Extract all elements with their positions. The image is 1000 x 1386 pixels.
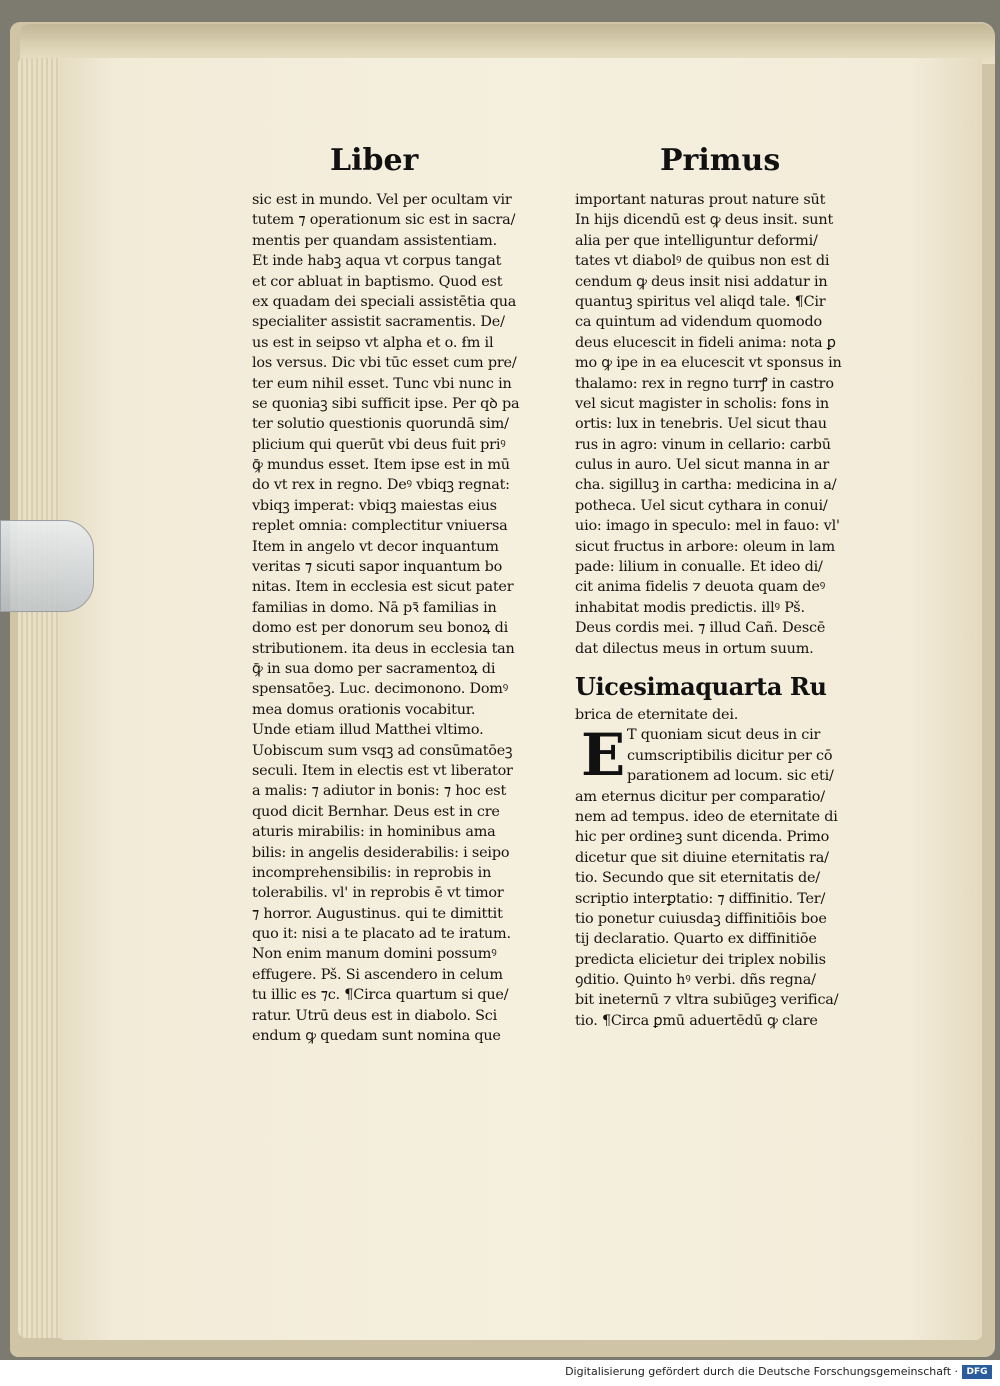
text-line: tio. Secundo que sit eternitatis de/: [575, 870, 820, 887]
text-line: cendum ꝙ deus insit nisi addatur in: [575, 273, 828, 290]
text-line: et cor abluat in baptismo. Quod est: [252, 273, 503, 290]
text-line: do vt rex in regno. Deꝰ vbiqꝫ regnat:: [252, 477, 510, 494]
text-line: nitas. Item in ecclesia est sicut pater: [252, 579, 514, 596]
text-line: tolerabilis. vl' in reprobis ē vt timor: [252, 885, 504, 902]
text-line: ratur. Utrū deus est in diabolo. Sci: [252, 1007, 498, 1024]
text-line: domo est per donorum seu bonoꝝ di: [252, 620, 509, 637]
rubric-heading: Uicesimaquarta Ru: [575, 671, 827, 701]
text-line: incomprehensibilis: in reprobis in: [252, 864, 492, 881]
text-line: mo ꝙ ipe in ea elucescit vt sponsus in: [575, 355, 842, 372]
text-line: culus in auro. Uel sicut manna in ar: [575, 457, 830, 474]
text-line: bit ineternū ⁊ vltra subiūgeꝫ verifica/: [575, 992, 839, 1009]
right-text-column: [575, 190, 885, 1031]
text-line: Deus cordis mei. ⁊ illud Cañ. Descē: [575, 620, 826, 637]
text-line: tates vt diabolꝰ de quibus non est di: [575, 253, 830, 270]
text-line: bilis: in angelis desiderabilis: i seipo: [252, 844, 510, 861]
running-head-left: Liber: [330, 143, 419, 178]
text-line: vel sicut magister in scholis: fons in: [575, 395, 829, 412]
text-line: mea domus orationis vocabitur.: [252, 701, 476, 718]
text-line: ter solutio questionis quorundā sim/: [252, 416, 509, 433]
text-line: mentis per quandam assistentiam.: [252, 232, 497, 249]
text-line: ter eum nihil esset. Tunc vbi nunc in: [252, 375, 512, 392]
text-line: sicut fructus in arbore: oleum in lam: [575, 538, 835, 555]
rubric-subheading: brica de eternitate dei.: [575, 706, 739, 723]
text-line: parationem ad locum. sic eti/: [627, 768, 834, 785]
text-line: thalamo: rex in regno turrꝭ in castro: [575, 375, 834, 392]
text-line: cit anima fidelis ⁊ deuota quam deꝰ: [575, 579, 825, 596]
text-line: specialiter assistit sacramentis. De/: [252, 314, 505, 331]
text-line: Item in angelo vt decor inquantum: [252, 538, 499, 555]
text-line: se quoniaꝫ sibi sufficit ipse. Per qꝺ pa: [252, 395, 520, 412]
text-line: Uobiscum sum vsqꝫ ad consūmatōeꝫ: [252, 742, 513, 759]
text-line: am eternus dicitur per comparatio/: [575, 788, 825, 805]
text-line: Non enim manum domini possumꝰ: [252, 946, 497, 963]
initial-capital: E: [580, 721, 625, 790]
text-line: a malis: ⁊ adiutor in bonis: ⁊ hoc est: [252, 783, 507, 800]
text-line: ortis: lux in tenebris. Uel sicut thau: [575, 416, 827, 433]
text-line: tio. ¶Circa ꝑmū aduertēdū ꝙ clare: [575, 1012, 818, 1029]
text-line: effugere. Pš. Si ascendero in celum: [252, 966, 503, 983]
text-line: T quoniam sicut deus in cir: [627, 727, 821, 744]
text-line: spensatōeꝫ. Luc. decimonono. Domꝰ: [252, 681, 509, 698]
digitization-footer: [0, 1360, 1000, 1386]
text-line: endum ꝙ quedam sunt nomina que: [252, 1028, 501, 1045]
text-line: In hijs dicendū est ꝙ deus insit. sunt: [575, 212, 834, 229]
text-line: sic est in mundo. Vel per ocultam vir: [252, 192, 512, 208]
text-line: ca quintum ad videndum quomodo: [575, 314, 822, 331]
text-line: uio: imago in speculo: mel in fauo: vl': [575, 518, 840, 535]
text-line: cumscriptibilis dicitur per cō: [627, 747, 833, 764]
text-line: plicium qui querūt vbi deus fuit priꝰ: [252, 436, 506, 453]
text-line: quantuꝫ spiritus vel aliqd tale. ¶Cir: [575, 293, 826, 310]
text-line: Et inde habꝫ aqua vt corpus tangat: [252, 253, 502, 270]
text-line: inhabitat modis predictis. illꝰ Pš.: [575, 599, 805, 616]
text-line: alia per que intelliguntur deformi/: [575, 232, 818, 249]
text-line: replet omnia: complectitur vniuersa: [252, 518, 508, 535]
text-line: tutem ⁊ operationum sic est in sacra/: [252, 212, 516, 229]
text-line: tij declaratio. Quarto ex diffinitiōe: [575, 931, 817, 948]
text-line: scriptio interꝑtatio: ⁊ diffinitio. Ter/: [575, 890, 826, 907]
text-line: los versus. Dic vbi tūc esset cum pre/: [252, 355, 517, 372]
text-line: cha. sigilluꝫ in cartha: medicina in a/: [575, 477, 837, 494]
text-line: ꝙ̄ in sua domo per sacramentoꝝ di: [252, 660, 496, 677]
text-line: pade: lilium in conualle. Et ideo di/: [575, 559, 823, 576]
text-line: us est in seipso vt alpha et o. ẜm il: [252, 334, 494, 351]
text-line: seculi. Item in electis est vt liberator: [252, 762, 513, 779]
left-text-column: [252, 190, 564, 1046]
footer-credit: Digitalisierung gefördert durch die Deutsche Forschungsgemeinschaft ·: [565, 1365, 958, 1378]
text-line: predicta elicietur dei triplex nobilis: [575, 951, 826, 968]
text-line: potheca. Uel sicut cythara in conui/: [575, 497, 828, 514]
dfg-logo: DFG: [962, 1365, 992, 1379]
chapter-opening-paragraph: [575, 721, 885, 1031]
text-line: aturis mirabilis: in hominibus ama: [252, 824, 496, 841]
text-line: dat dilectus meus in ortum suum.: [575, 640, 814, 657]
page-clip: [0, 520, 94, 612]
text-line: Unde etiam illud Matthei vltimo.: [252, 722, 484, 739]
text-line: hic per ordineꝫ sunt dicenda. Primo: [575, 829, 830, 846]
text-line: ex quadam dei speciali assistētia qua: [252, 293, 517, 310]
text-line: familias in domo. Nā pꝛ̄ familias in: [252, 599, 497, 616]
text-line: veritas ⁊ sicuti sapor inquantum bo: [252, 559, 503, 576]
text-line: ꝯditio. Quinto hꝰ verbi. dñs regna/: [575, 972, 816, 989]
text-line: quod dicit Bernhar. Deus est in cre: [252, 803, 500, 820]
text-line: quo it: nisi a te placato ad te iratum.: [252, 926, 511, 943]
text-line: deus elucescit in fideli anima: nota ꝑ: [575, 334, 836, 351]
text-line: ꝙ̄ mundus esset. Item ipse est in mū: [252, 457, 510, 474]
running-head-right: Primus: [660, 143, 781, 178]
text-line: tio ponetur cuiusdaꝫ diffinitiōis boe: [575, 910, 827, 927]
text-line: nem ad tempus. ideo de eternitate di: [575, 808, 838, 825]
text-line: stributionem. ita deus in ecclesia tan: [252, 640, 515, 657]
text-line: tu illic es ⁊c. ¶Circa quartum si que/: [252, 987, 509, 1004]
text-line: vbiqꝫ imperat: vbiqꝫ maiestas eius: [252, 497, 497, 514]
text-line: ⁊ horror. Augustinus. qui te dimittit: [252, 905, 503, 922]
text-line: rus in agro: vinum in cellario: carbū: [575, 436, 831, 453]
text-line: dicetur que sit diuine eternitatis ra/: [575, 849, 829, 866]
text-line: important naturas prout nature sūt: [575, 192, 826, 208]
